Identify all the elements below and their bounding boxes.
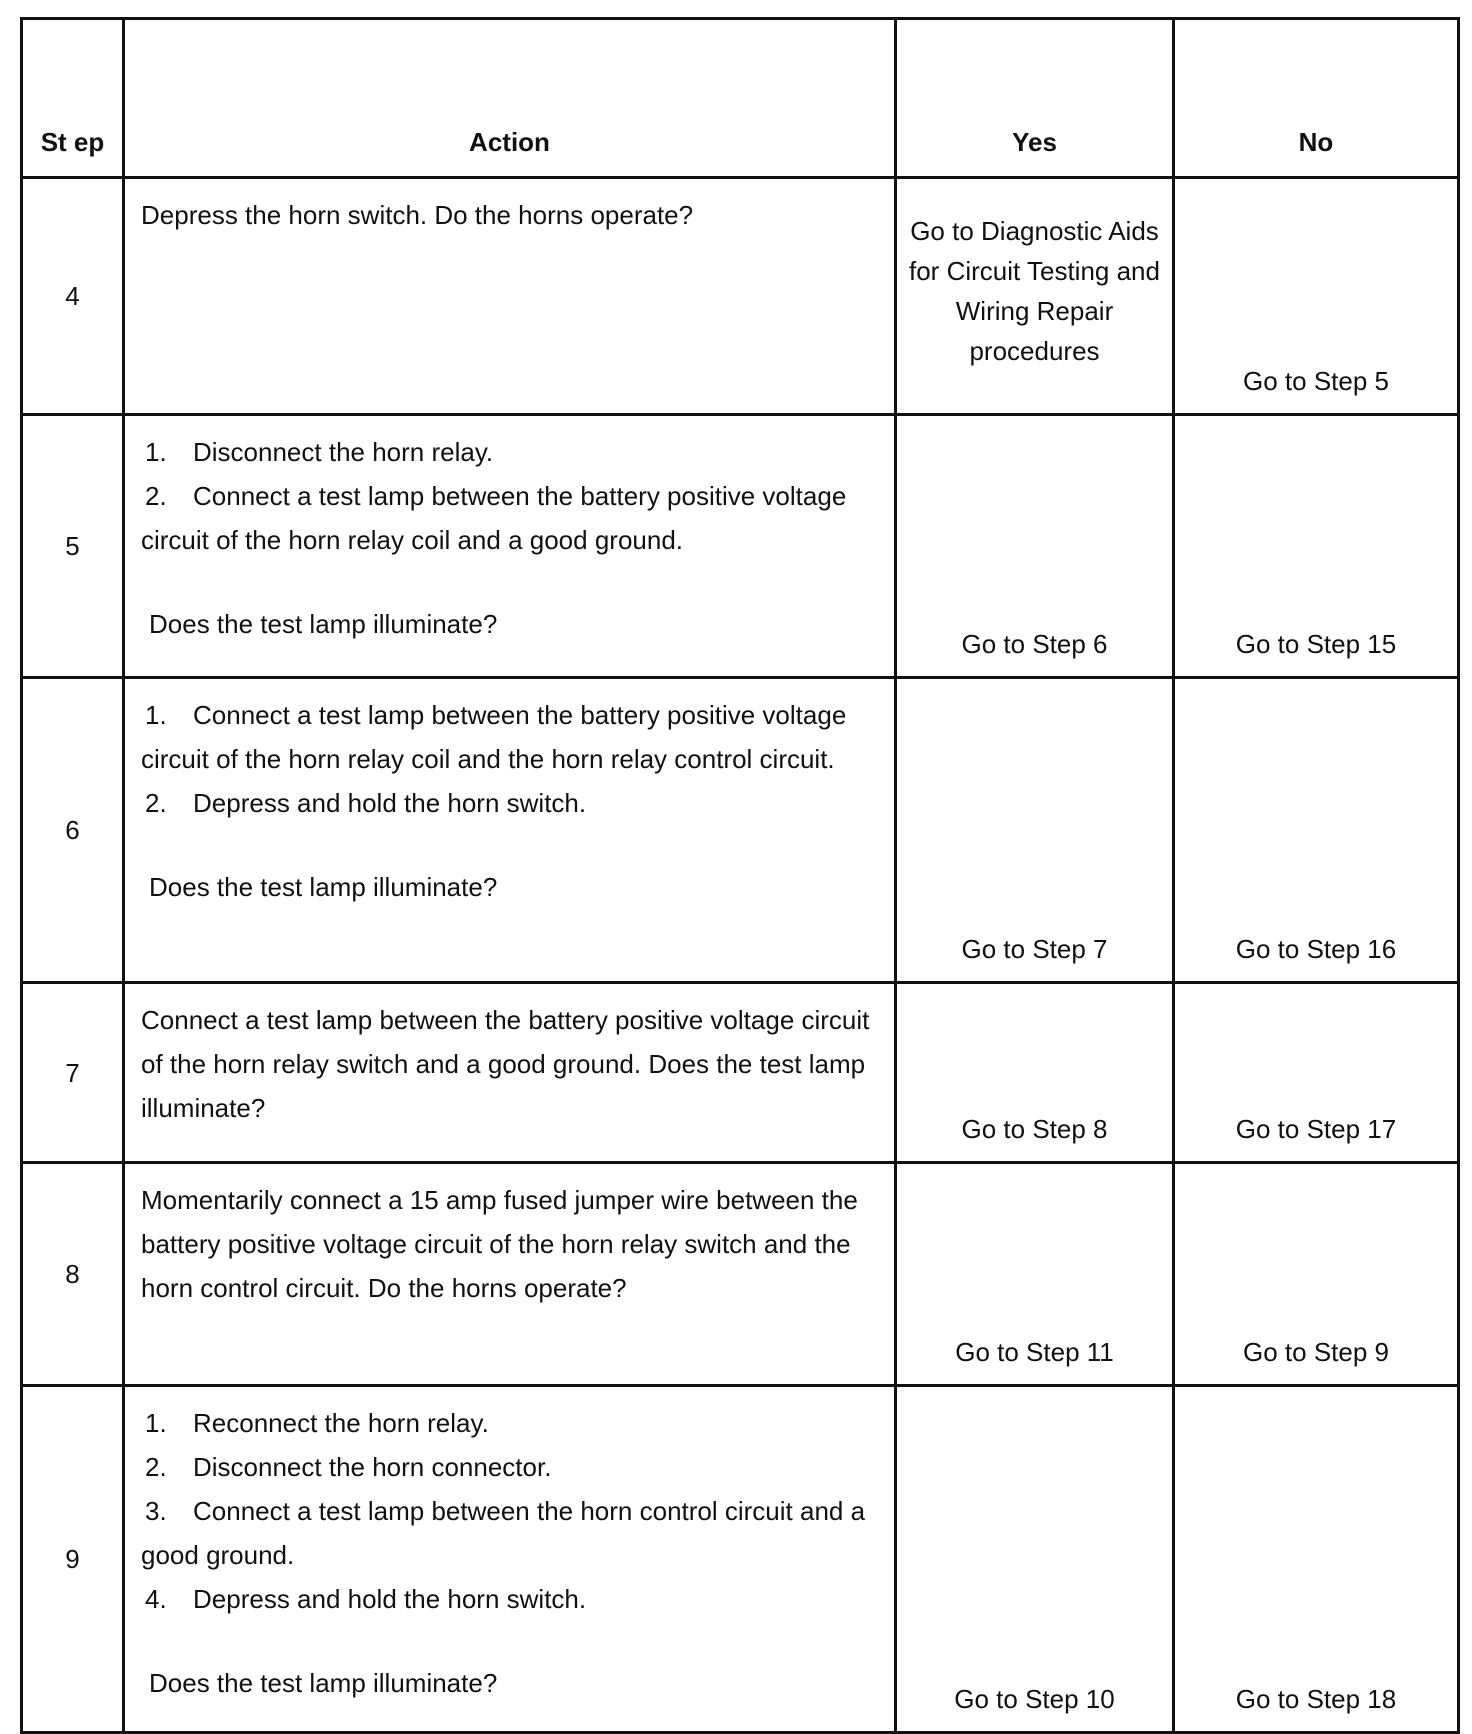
list-item-text: Depress and hold the horn switch. — [193, 788, 587, 818]
table-row — [22, 1386, 1459, 1733]
list-item-text: Connect a test lamp between the battery positive voltage circuit of the horn relay coil and a good ground. — [141, 481, 847, 555]
list-item-text: Reconnect the horn relay. — [193, 1408, 489, 1438]
table-row — [22, 678, 1459, 983]
list-item-number: 4. — [145, 1584, 167, 1614]
action-cell — [124, 1386, 896, 1733]
yes-cell: Go to Step 7 — [896, 678, 1174, 983]
list-item-number: 1. — [145, 700, 167, 730]
table-row — [22, 983, 1459, 1163]
question-text: Does the test lamp illuminate? — [149, 872, 498, 902]
action-text: Connect a test lamp between the battery positive voltage circuit of the horn relay switch and a good ground. Does the test lamp illuminate? — [141, 1005, 870, 1123]
action-cell — [124, 678, 896, 983]
table-row — [22, 1163, 1459, 1386]
list-item-text: Disconnect the horn connector. — [193, 1452, 552, 1482]
step-number: 8 — [22, 1163, 124, 1386]
no-cell: Go to Step 18 — [1174, 1386, 1459, 1733]
list-item-text: Depress and hold the horn switch. — [193, 1584, 587, 1614]
header-action: Action — [124, 19, 896, 178]
action-cell — [124, 415, 896, 678]
list-item — [141, 430, 878, 474]
header-step: St ep — [22, 19, 124, 178]
list-item-text: Disconnect the horn relay. — [193, 437, 494, 467]
no-cell: Go to Step 9 — [1174, 1163, 1459, 1386]
step-number: 5 — [22, 415, 124, 678]
list-item-number: 1. — [145, 437, 167, 467]
list-item — [141, 693, 878, 781]
step-number: 9 — [22, 1386, 124, 1733]
list-item-number: 1. — [145, 1408, 167, 1438]
action-cell — [124, 983, 896, 1163]
step-number: 6 — [22, 678, 124, 983]
list-item-number: 3. — [145, 1496, 167, 1526]
diagnostic-table — [20, 17, 1460, 1734]
no-cell: Go to Step 15 — [1174, 415, 1459, 678]
list-item — [141, 474, 878, 562]
no-cell: Go to Step 17 — [1174, 983, 1459, 1163]
list-item — [141, 1401, 878, 1445]
header-row — [22, 19, 1459, 178]
question-text: Does the test lamp illuminate? — [149, 1668, 498, 1698]
action-cell — [124, 1163, 896, 1386]
yes-cell: Go to Step 10 — [896, 1386, 1174, 1733]
step-number: 7 — [22, 983, 124, 1163]
no-cell: Go to Step 5 — [1174, 178, 1459, 415]
yes-cell: Go to Step 8 — [896, 983, 1174, 1163]
table-row — [22, 415, 1459, 678]
action-text: Depress the horn switch. Do the horns operate? — [141, 200, 694, 230]
list-item — [141, 1577, 878, 1621]
list-item-number: 2. — [145, 481, 167, 511]
list-item — [141, 781, 878, 825]
no-cell: Go to Step 16 — [1174, 678, 1459, 983]
table-row — [22, 178, 1459, 415]
yes-cell: Go to Diagnostic Aids for Circuit Testing and Wiring Repair procedures — [896, 178, 1174, 415]
list-item-text: Connect a test lamp between the horn control circuit and a good ground. — [141, 1496, 866, 1570]
header-yes: Yes — [896, 19, 1174, 178]
question-text: Does the test lamp illuminate? — [149, 609, 498, 639]
list-item-text: Connect a test lamp between the battery positive voltage circuit of the horn relay coil and the horn relay control circuit. — [141, 700, 847, 774]
step-number: 4 — [22, 178, 124, 415]
action-text: Momentarily connect a 15 amp fused jumper wire between the battery positive voltage circuit of the horn relay switch and the horn control circuit. Do the horns operate? — [141, 1185, 858, 1303]
list-item-number: 2. — [145, 788, 167, 818]
list-item — [141, 1445, 878, 1489]
yes-cell: Go to Step 6 — [896, 415, 1174, 678]
yes-cell: Go to Step 11 — [896, 1163, 1174, 1386]
action-cell — [124, 178, 896, 415]
list-item-number: 2. — [145, 1452, 167, 1482]
list-item — [141, 1489, 878, 1577]
header-no: No — [1174, 19, 1459, 178]
